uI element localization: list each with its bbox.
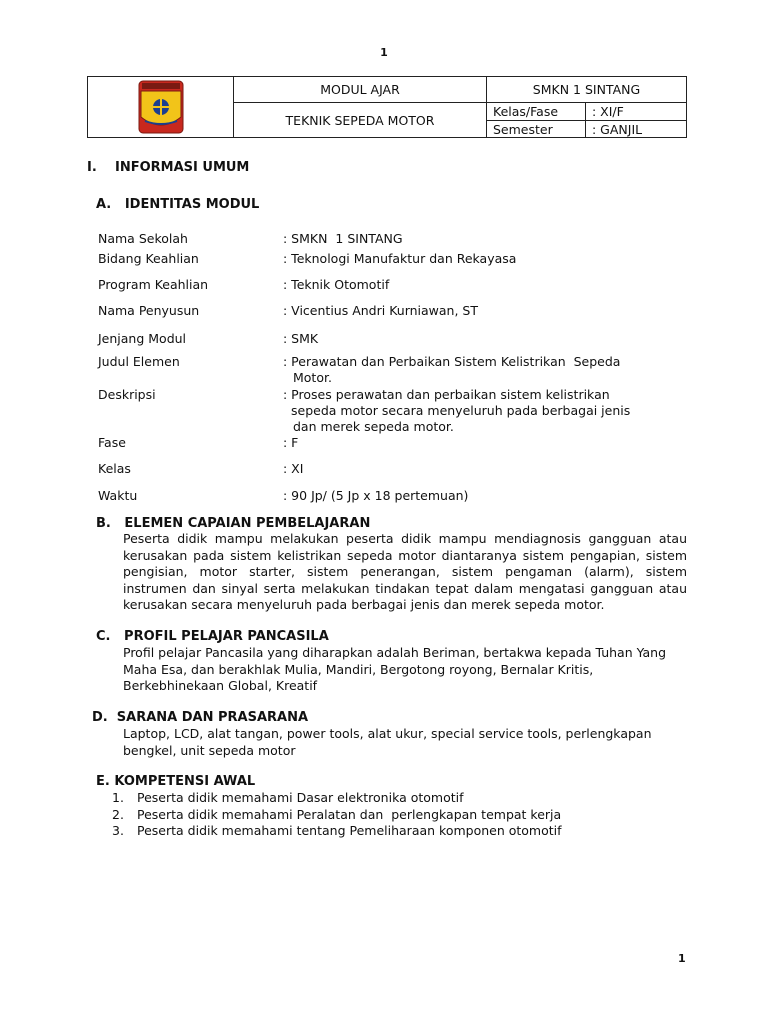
identitas-value: : Teknik Otomotif: [283, 277, 390, 292]
header-subject: TEKNIK SEPEDA MOTOR: [234, 103, 487, 138]
logo-cell: [88, 77, 234, 138]
header-title: MODUL AJAR: [234, 77, 487, 103]
identitas-value-line: dan merek sepeda motor.: [293, 419, 454, 434]
list-item: [112, 790, 672, 807]
identitas-value: : Vicentius Andri Kurniawan, ST: [283, 303, 478, 318]
list-item-text: Peserta didik memahami Dasar elektronika otomotif: [137, 790, 464, 805]
identitas-value: [283, 387, 683, 435]
identitas-label: Deskripsi: [98, 387, 156, 402]
section-a-heading: A. IDENTITAS MODUL: [96, 197, 260, 212]
semester-label: Semester: [487, 121, 586, 138]
list-item-text: Peserta didik memahami tentang Pemeliharaan komponen otomotif: [137, 823, 562, 838]
kompetensi-list: [112, 790, 672, 840]
identitas-value: [283, 354, 683, 386]
section-d-text: Laptop, LCD, alat tangan, power tools, alat ukur, special service tools, perlengkapan bengkel, unit sepeda motor: [123, 726, 652, 758]
section-i-num: I.: [87, 160, 97, 175]
identitas-value: : SMKN 1 SINTANG: [283, 231, 403, 246]
list-item: [112, 807, 672, 824]
list-item: [112, 823, 672, 840]
section-i-title: INFORMASI UMUM: [115, 160, 250, 175]
section-i-heading: [87, 160, 249, 175]
identitas-label: Nama Penyusun: [98, 303, 200, 318]
identitas-value: : XI: [283, 461, 304, 476]
identitas-value-line: sepeda motor secara menyeluruh pada berbagai jenis: [291, 403, 631, 418]
kelas-value: : XI/F: [586, 103, 687, 121]
identitas-label: Program Keahlian: [98, 277, 209, 292]
list-item-num: 1.: [112, 790, 124, 805]
school-logo: [101, 77, 221, 137]
identitas-label: Judul Elemen: [98, 354, 180, 369]
identitas-label: Bidang Keahlian: [98, 251, 199, 266]
list-item-num: 3.: [112, 823, 124, 838]
section-b-heading: B. ELEMEN CAPAIAN PEMBELAJARAN: [96, 516, 371, 531]
semester-value: : GANJIL: [586, 121, 687, 138]
identitas-label: Nama Sekolah: [98, 231, 188, 246]
identitas-value: : F: [283, 435, 299, 450]
section-c-text: Profil pelajar Pancasila yang diharapkan adalah Beriman, bertakwa kepada Tuhan Yang Maha Esa, dan berakhlak Mulia, Mandiri, Bergotong royong, Bernalar Kritis, Berkebhinekaan Global, Kreatif: [123, 645, 667, 693]
section-c-heading: C. PROFIL PELAJAR PANCASILA: [96, 629, 329, 644]
identitas-value: : 90 Jp/ (5 Jp x 18 pertemuan): [283, 488, 469, 503]
identitas-value-line: Motor.: [293, 370, 332, 385]
identitas-label: Jenjang Modul: [98, 331, 187, 346]
header-school: SMKN 1 SINTANG: [487, 77, 687, 103]
identitas-label: Kelas: [98, 461, 131, 476]
kelas-label: Kelas/Fase: [487, 103, 586, 121]
identitas-value: : Teknologi Manufaktur dan Rekayasa: [283, 251, 517, 266]
section-e-heading: E. KOMPETENSI AWAL: [96, 774, 256, 789]
header-table: [87, 76, 687, 138]
identitas-value-line: : Proses perawatan dan perbaikan sistem kelistrikan: [283, 387, 610, 402]
list-item-num: 2.: [112, 806, 124, 822]
identitas-label: Waktu: [98, 488, 138, 503]
list-item-text: Peserta didik memahami Peralatan dan perlengkapan tempat kerja: [137, 806, 562, 822]
identitas-value-line: : Perawatan dan Perbaikan Sistem Kelistrikan Sepeda: [283, 354, 621, 369]
page-number-top: 1: [380, 46, 388, 59]
identitas-value: : SMK: [283, 331, 319, 346]
page-number-bottom: 1: [678, 952, 686, 965]
section-d-heading: D. SARANA DAN PRASARANA: [92, 710, 309, 725]
identitas-label: Fase: [98, 435, 126, 450]
section-b-text: Peserta didik mampu melakukan peserta didik mampu mendiagnosis gangguan atau kerusakan pada sistem kelistrikan sepeda motor diantaranya sistem pengapian, sistem pengisian, motor starter, sistem penerangan, sistem pengaman (alarm), sistem instrumen dan sinyal serta melakukan tindakan tepat dalam mengatasi gangguan atau kerusakan secara menyeluruh pada berbagai jenis dan merek sepeda motor.: [123, 531, 687, 612]
